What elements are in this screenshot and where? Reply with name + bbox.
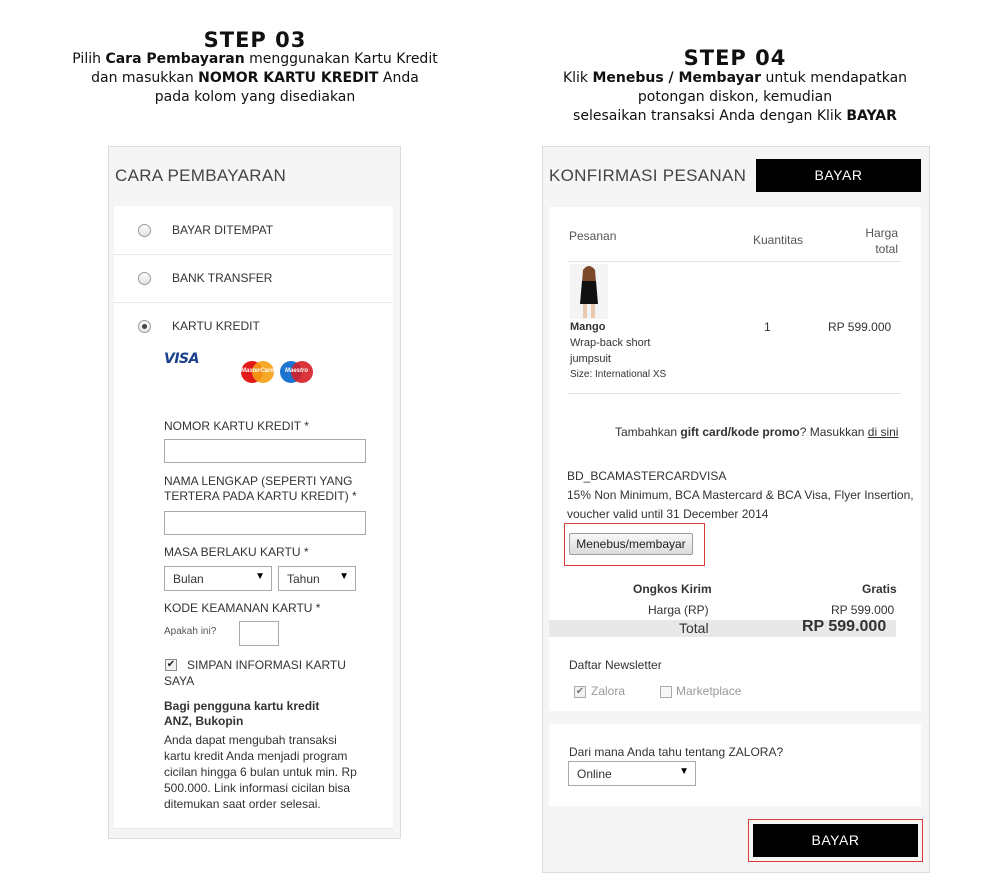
step3-line2-pre: dan masukkan <box>91 70 199 86</box>
payment-option-label: BANK TRANSFER <box>172 271 273 285</box>
product-brand: Mango <box>570 321 606 333</box>
header-divider <box>568 261 901 262</box>
installment-note: Anda dapat mengubah transaksi kartu kredit Anda menjadi program cicilan hingga 6 bulan untuk min. Rp 500.000. Link informasi cicilan bisa ditemukan saat order selesai. <box>164 733 357 811</box>
chevron-down-icon: ▼ <box>679 766 689 777</box>
product-quantity: 1 <box>764 320 771 334</box>
pay-button-bottom[interactable]: BAYAR <box>753 824 918 857</box>
step4-line1-pre: Klik <box>562 70 593 86</box>
radio-bank-transfer[interactable] <box>138 272 151 285</box>
step3-description <box>40 50 470 107</box>
product-size: Size: International XS <box>570 369 667 380</box>
price-value: RP 599.000 <box>831 603 895 617</box>
step4-line1-post: untuk mendapatkan <box>761 70 908 86</box>
step4-description <box>520 69 950 126</box>
full-name-label: NAMA LENGKAP (SEPERTI YANG TERTERA PADA KARTU KREDIT) * <box>164 474 357 503</box>
price-label: Harga (RP) <box>648 603 709 617</box>
payment-option-label: BAYAR DITEMPAT <box>172 223 274 237</box>
product-name: Wrap-back short jumpsuit <box>570 337 651 365</box>
total-value: RP 599.000 <box>802 618 887 635</box>
newsletter-marketplace-checkbox[interactable] <box>660 686 672 698</box>
col-quantity-header: Kuantitas <box>753 233 804 247</box>
shipping-label: Ongkos Kirim <box>633 582 712 596</box>
col-total-header: Harga total <box>865 226 898 256</box>
payment-option-label: KARTU KREDIT <box>172 319 260 333</box>
card-number-label: NOMOR KARTU KREDIT * <box>164 419 309 433</box>
security-code-input[interactable] <box>239 621 279 646</box>
expiry-label: MASA BERLAKU KARTU * <box>164 545 309 559</box>
step3-line1-post: menggunakan Kartu Kredit <box>244 51 438 67</box>
pay-button-top[interactable]: BAYAR <box>756 159 921 192</box>
step4-line3-bold: BAYAR <box>846 108 897 124</box>
voucher-validity: voucher valid until 31 December 2014 <box>567 507 769 521</box>
save-card-label-cont: SAYA <box>164 674 195 688</box>
security-code-help-link[interactable]: Apakah ini? <box>164 626 217 637</box>
newsletter-label: Daftar Newsletter <box>569 658 662 672</box>
security-code-label: KODE KEAMANAN KARTU * <box>164 601 321 615</box>
save-card-checkbox[interactable]: ✔ <box>166 659 176 670</box>
redeem-button[interactable]: Menebus/membayar <box>569 533 693 555</box>
step4-title: STEP 04 <box>683 46 787 70</box>
total-label: Total <box>679 620 709 636</box>
expiry-month-select[interactable]: Bulan ▼ <box>164 566 272 591</box>
step3-line1-pre: Pilih <box>72 51 106 67</box>
item-divider <box>568 393 901 394</box>
payment-option-cod[interactable] <box>114 206 393 255</box>
newsletter-marketplace-label: Marketplace <box>676 684 742 698</box>
step3-line3: pada kolom yang disediakan <box>154 89 356 105</box>
step3-line2-bold: NOMOR KARTU KREDIT <box>198 70 379 86</box>
card-number-input[interactable] <box>164 439 366 463</box>
expiry-year-select[interactable]: Tahun ▼ <box>278 566 356 591</box>
confirmation-heading: KONFIRMASI PESANAN <box>549 166 747 185</box>
radio-credit-card[interactable] <box>138 320 151 333</box>
step4-line3-pre: selesaikan transaksi Anda dengan Klik <box>573 108 847 124</box>
step3-line2-post: Anda <box>378 70 419 86</box>
newsletter-zalora-label: Zalora <box>591 684 626 698</box>
payment-option-bank-transfer[interactable] <box>114 254 393 303</box>
voucher-code: BD_BCAMASTERCARDVISA <box>567 469 727 483</box>
product-price: RP 599.000 <box>828 320 892 334</box>
step3-line1-bold: Cara Pembayaran <box>105 51 245 67</box>
newsletter-zalora-checkbox[interactable]: ✔ <box>575 686 585 697</box>
shipping-value: Gratis <box>862 582 897 596</box>
mastercard-logo: MasterCard <box>241 361 274 383</box>
chevron-down-icon: ▼ <box>255 571 265 582</box>
step4-line1-bold: Menebus / Membayar <box>592 70 762 86</box>
col-order-header: Pesanan <box>569 229 617 243</box>
visa-logo: VISA <box>164 351 199 367</box>
step4-line2: potongan diskon, kemudian <box>637 89 833 105</box>
survey-question: Dari mana Anda tahu tentang ZALORA? <box>569 745 784 759</box>
voucher-description: 15% Non Minimum, BCA Mastercard & BCA Visa, Flyer Insertion, <box>567 488 914 502</box>
survey-select[interactable]: Online ▼ <box>568 761 696 786</box>
installment-note-title: Bagi pengguna kartu kredit ANZ, Bukopin <box>164 699 320 728</box>
save-card-label: SIMPAN INFORMASI KARTU <box>187 658 346 672</box>
promo-line: Tambahkan gift card/kode promo? Masukkan di sini <box>615 425 899 439</box>
chevron-down-icon: ▼ <box>339 571 349 582</box>
product-thumbnail[interactable] <box>570 264 608 319</box>
radio-cod[interactable] <box>138 224 151 237</box>
voucher-info <box>567 467 914 524</box>
promo-link[interactable]: di sini <box>867 425 899 439</box>
step3-title: STEP 03 <box>203 28 307 52</box>
full-name-input[interactable] <box>164 511 366 535</box>
maestro-logo: Maestro <box>280 361 313 383</box>
payment-heading: CARA PEMBAYARAN <box>115 166 287 185</box>
